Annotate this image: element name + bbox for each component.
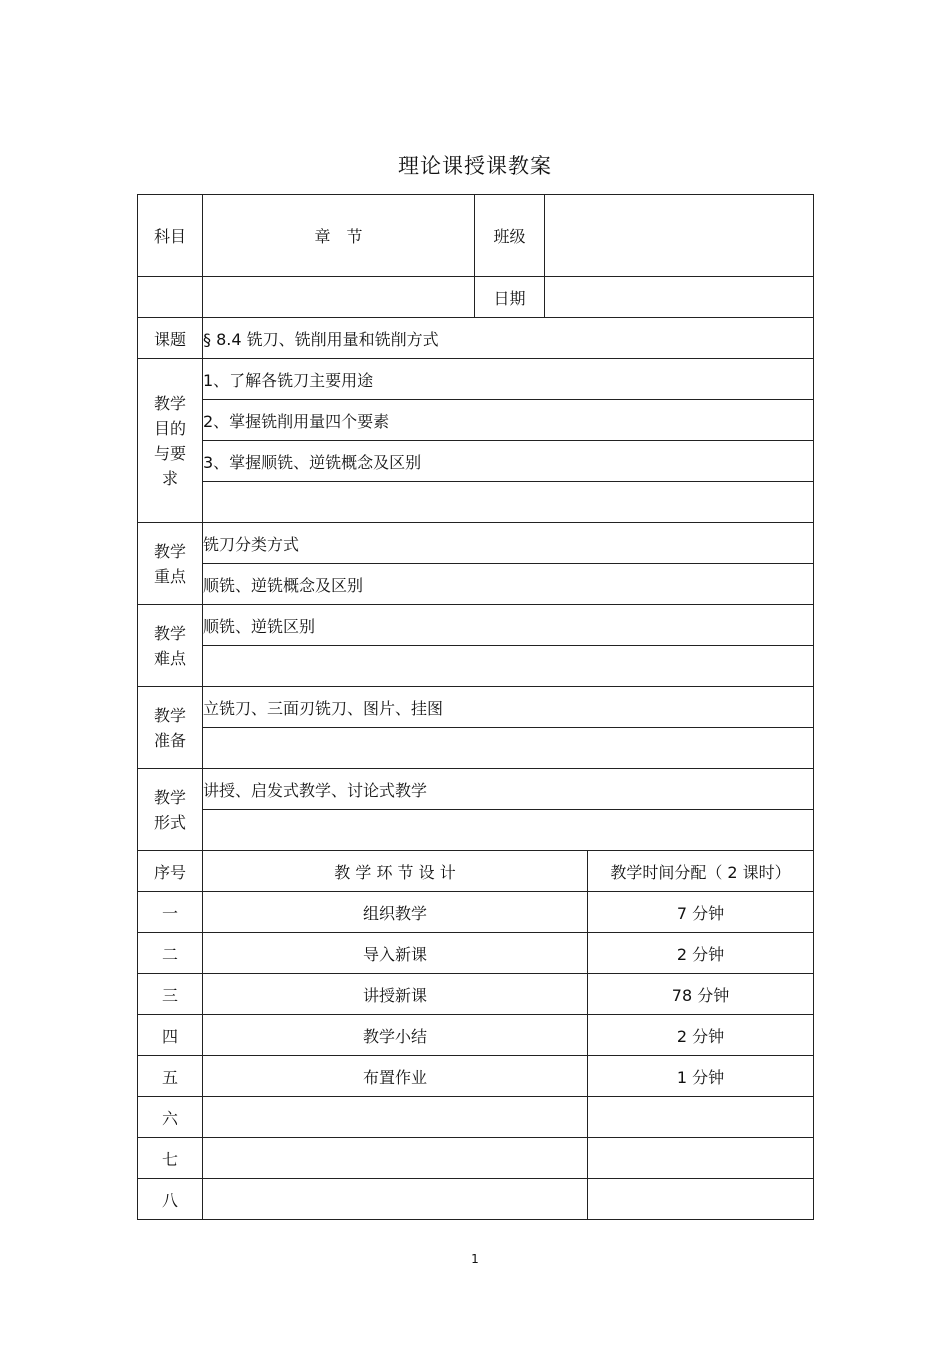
- schedule-no: 六: [138, 1097, 203, 1138]
- schedule-header-row: [138, 851, 814, 892]
- objectives-row: [138, 482, 814, 523]
- topic-value: § 8.4 铣刀、铣削用量和铣削方式: [203, 318, 814, 359]
- label-line: 目的: [153, 418, 186, 438]
- label-line: 准备: [153, 730, 186, 750]
- schedule-design: 讲授新课: [203, 974, 588, 1015]
- key-points-row: [138, 523, 814, 564]
- format-row: [138, 810, 814, 851]
- schedule-time-header: 教学时间分配（ 2 课时）: [588, 851, 814, 892]
- class-value: [545, 195, 814, 277]
- label-line: 与要: [153, 443, 186, 463]
- format-item: 讲授、启发式教学、讨论式教学: [203, 769, 814, 810]
- key-points-row: [138, 564, 814, 605]
- label-line: 难点: [153, 648, 186, 668]
- schedule-row: [138, 1097, 814, 1138]
- topic-label: 课题: [138, 318, 203, 359]
- label-line: 教学: [153, 623, 186, 643]
- label-line: 重点: [153, 566, 186, 586]
- header-row: [138, 195, 814, 277]
- schedule-design: 组织教学: [203, 892, 588, 933]
- schedule-no: 四: [138, 1015, 203, 1056]
- key-point-item: 铣刀分类方式: [203, 523, 814, 564]
- schedule-row: [138, 1138, 814, 1179]
- preparation-item: [203, 728, 814, 769]
- objective-item: 3、掌握顺铣、逆铣概念及区别: [203, 441, 814, 482]
- difficulties-label: [138, 605, 203, 687]
- difficulties-row: [138, 646, 814, 687]
- class-label: 班级: [475, 195, 545, 277]
- format-row: [138, 769, 814, 810]
- date-label: 日期: [475, 277, 545, 318]
- schedule-row: [138, 933, 814, 974]
- schedule-design: 导入新课: [203, 933, 588, 974]
- schedule-row: [138, 1015, 814, 1056]
- schedule-no: 一: [138, 892, 203, 933]
- key-points-label: [138, 523, 203, 605]
- schedule-row: [138, 892, 814, 933]
- schedule-no: 五: [138, 1056, 203, 1097]
- label-line: 求: [161, 468, 178, 488]
- schedule-time: [588, 1097, 814, 1138]
- schedule-no-header: 序号: [138, 851, 203, 892]
- schedule-time: 78 分钟: [588, 974, 814, 1015]
- difficulties-row: [138, 605, 814, 646]
- difficulty-item: 顺铣、逆铣区别: [203, 605, 814, 646]
- objectives-row: [138, 441, 814, 482]
- schedule-row: [138, 974, 814, 1015]
- preparation-item: 立铣刀、三面刃铣刀、图片、挂图: [203, 687, 814, 728]
- schedule-time: 7 分钟: [588, 892, 814, 933]
- label-line: 形式: [153, 812, 186, 832]
- key-point-item: 顺铣、逆铣概念及区别: [203, 564, 814, 605]
- objective-item: 2、掌握铣削用量四个要素: [203, 400, 814, 441]
- date-value: [545, 277, 814, 318]
- schedule-no: 二: [138, 933, 203, 974]
- preparation-label: [138, 687, 203, 769]
- chapter-label-text: 章 节: [314, 227, 363, 246]
- objectives-label: [138, 359, 203, 523]
- lesson-plan-table: [137, 194, 814, 1220]
- objective-item: 1、了解各铣刀主要用途: [203, 359, 814, 400]
- objective-item: [203, 482, 814, 523]
- schedule-design: 教学小结: [203, 1015, 588, 1056]
- schedule-time: 2 分钟: [588, 1015, 814, 1056]
- preparation-row: [138, 687, 814, 728]
- schedule-time: [588, 1179, 814, 1220]
- schedule-design: [203, 1179, 588, 1220]
- schedule-design: [203, 1138, 588, 1179]
- schedule-row: [138, 1056, 814, 1097]
- schedule-design: 布置作业: [203, 1056, 588, 1097]
- schedule-time: 1 分钟: [588, 1056, 814, 1097]
- schedule-no: 三: [138, 974, 203, 1015]
- objectives-row: [138, 359, 814, 400]
- chapter-label: [203, 195, 475, 277]
- schedule-no: 七: [138, 1138, 203, 1179]
- page-number: 1: [471, 1252, 479, 1266]
- label-line: 教学: [153, 541, 186, 561]
- format-label: [138, 769, 203, 851]
- schedule-no: 八: [138, 1179, 203, 1220]
- empty-cell: [138, 277, 203, 318]
- label-line: 教学: [153, 787, 186, 807]
- preparation-row: [138, 728, 814, 769]
- label-line: 教学: [153, 393, 186, 413]
- chapter-value: [203, 277, 475, 318]
- subject-label: 科目: [138, 195, 203, 277]
- label-line: 教学: [153, 705, 186, 725]
- topic-row: [138, 318, 814, 359]
- schedule-design: [203, 1097, 588, 1138]
- format-item: [203, 810, 814, 851]
- schedule-row: [138, 1179, 814, 1220]
- schedule-time: 2 分钟: [588, 933, 814, 974]
- objectives-row: [138, 400, 814, 441]
- date-row: [138, 277, 814, 318]
- page-title: 理论课授课教案: [398, 154, 552, 178]
- difficulty-item: [203, 646, 814, 687]
- schedule-time: [588, 1138, 814, 1179]
- schedule-design-header: 教 学 环 节 设 计: [203, 851, 588, 892]
